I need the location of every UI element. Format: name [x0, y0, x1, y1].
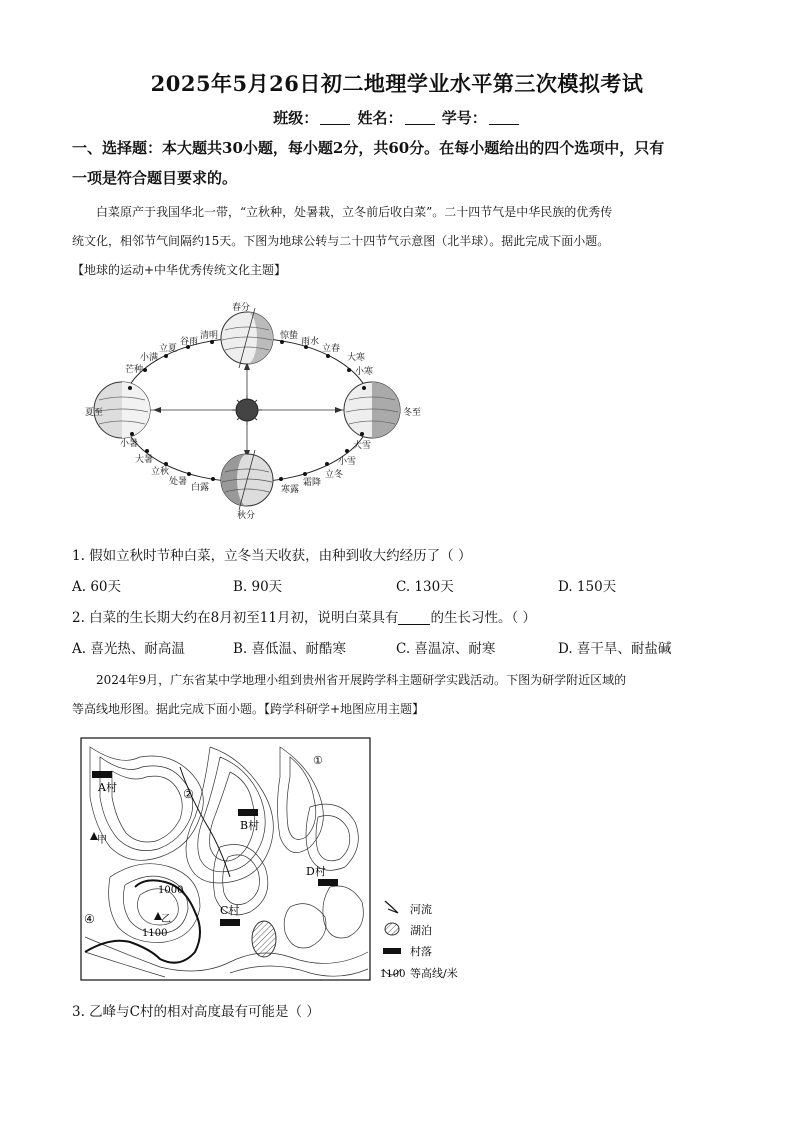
label-daxue: 大雪: [353, 441, 372, 451]
legend-river-icon: [385, 901, 398, 913]
id-label: 学号：: [441, 109, 487, 127]
village-a-marker: [92, 771, 112, 778]
globe-winter-icon: [344, 382, 400, 438]
village-c-label: C村: [220, 904, 240, 917]
label-summer: 夏至: [85, 408, 104, 418]
passage-2-theme: 【跨学科研学+地图应用主题】: [264, 702, 425, 716]
label-lixia: 立夏: [159, 344, 178, 354]
q2-option-d[interactable]: D. 喜干旱、耐盐碱: [558, 641, 672, 657]
legend-village-label: 村落: [410, 945, 432, 958]
label-autumn: 秋分: [237, 511, 256, 521]
label-xiaohan: 小寒: [355, 367, 374, 377]
id-blank[interactable]: [489, 110, 519, 125]
class-label: 班级：: [273, 109, 319, 127]
marker-1-label: ①: [313, 754, 323, 767]
section-heading-line2: 一项是符合题目要求的。: [72, 169, 238, 187]
earth-orbit-diagram: [85, 300, 435, 525]
village-b-marker: [238, 809, 258, 816]
label-qingming: 清明: [200, 331, 219, 341]
label-winter: 冬至: [403, 408, 422, 418]
village-c-marker: [220, 919, 240, 926]
label-xiaoxue: 小雪: [338, 457, 357, 467]
globe-autumn-icon: [221, 450, 273, 510]
map-legend: [380, 901, 458, 980]
label-bailu: 白露: [191, 483, 210, 493]
label-chushu: 处暑: [169, 477, 188, 487]
label-yushui: 雨水: [301, 337, 320, 347]
label-dashu: 大暑: [135, 455, 154, 465]
passage-2-line1: 2024年9月，广东省某中学地理小组到贵州省开展跨学科主题研学实践活动。下图为研学附近区域的: [96, 673, 627, 687]
label-xiaoshu: 小暑: [120, 439, 139, 449]
legend-village-icon: [383, 948, 401, 954]
passage-1-theme: 【地球的运动+中华优秀传统文化主题】: [72, 263, 287, 277]
label-lichun: 立春: [322, 344, 341, 354]
section-heading-line1: 一、选择题：本大题共30小题，每小题2分，共60分。在每小题给出的四个选项中，只有: [72, 139, 665, 157]
question-1-stem: 1. 假如立秋时节种白菜，立冬当天收获，由种到收大约经历了（ ）: [72, 548, 472, 564]
label-hanlu: 寒露: [281, 485, 300, 495]
arrow-right-icon: [335, 407, 343, 413]
label-dahan: 大寒: [347, 353, 366, 363]
elev-1100-label: 1100: [142, 928, 168, 939]
section-heading: [72, 133, 727, 193]
legend-contour-value: 1100: [380, 969, 406, 980]
village-d-label: D村: [306, 865, 326, 878]
passage-2-line2: [72, 695, 727, 724]
passage-2: [72, 666, 727, 724]
q1-option-b[interactable]: B. 90天: [233, 579, 283, 595]
village-a-label: A村: [98, 781, 117, 794]
q1-option-d[interactable]: D. 150天: [558, 579, 617, 595]
class-blank[interactable]: [320, 110, 350, 125]
peak-jia-label: 甲: [97, 835, 107, 846]
exam-title: 2025年5月26日初二地理学业水平第三次模拟考试: [150, 71, 644, 96]
q2-blank[interactable]: [398, 610, 430, 625]
q2-option-c[interactable]: C. 喜温凉、耐寒: [396, 641, 496, 657]
label-liqiu: 立秋: [151, 467, 170, 477]
lake-shape: [252, 921, 276, 957]
q2-option-b[interactable]: B. 喜低温、耐酷寒: [233, 641, 347, 657]
label-xiaoman: 小满: [140, 353, 159, 363]
name-label: 姓名：: [357, 109, 403, 127]
question-3-stem: 3. 乙峰与C村的相对高度最有可能是（ ）: [72, 1004, 320, 1020]
legend-contour-label: 等高线/米: [410, 967, 458, 980]
passage-1-line1: 白菜原产于我国华北一带，“立秋种，处暑栽，立冬前后收白菜”。二十四节气是中华民族的优秀传: [96, 205, 613, 219]
passage-2-line2-text: 等高线地形图。据此完成下面小题。: [72, 702, 265, 716]
village-d-marker: [318, 879, 338, 886]
question-2-stem: [72, 609, 727, 627]
label-guyu: 谷雨: [180, 337, 199, 347]
legend-lake-icon: [385, 923, 399, 935]
label-mangzhong: 芒种: [125, 365, 144, 375]
map-frame: [81, 738, 370, 980]
passage-1-line2: 统文化，相邻节气间隔约15天。下图为地球公转与二十四节气示意图（北半球）。据此完成下面小题。: [72, 234, 610, 248]
q2-stem-after: 的生长习性。（ ）: [430, 610, 536, 626]
student-info-line: [0, 107, 794, 128]
label-jingzhe: 惊蛰: [280, 331, 299, 341]
marker-4-label: ④: [84, 912, 95, 926]
arrow-left-icon: [153, 407, 161, 413]
name-blank[interactable]: [405, 110, 435, 125]
q1-option-c[interactable]: C. 130天: [396, 579, 454, 595]
label-spring: 春分: [232, 303, 251, 313]
marker-2-label: ②: [183, 787, 194, 801]
legend-river-label: 河流: [410, 903, 432, 916]
legend-lake-label: 湖泊: [410, 924, 432, 937]
label-shuangjiang: 霜降: [303, 478, 322, 488]
q1-option-a[interactable]: A. 60天: [72, 579, 122, 595]
village-b-label: B村: [240, 819, 260, 832]
passage-1: [72, 198, 727, 285]
q2-stem-before: 2. 白菜的生长期大约在8月初至11月初，说明白菜具有: [72, 610, 399, 626]
peak-yi-label: 乙: [161, 914, 171, 925]
label-lidong: 立冬: [325, 470, 344, 480]
globe-spring-icon: [221, 308, 273, 368]
contour-map: [80, 737, 480, 985]
elev-1000-label: 1000: [158, 885, 184, 896]
q2-option-a[interactable]: A. 喜光热、耐高温: [72, 641, 185, 657]
